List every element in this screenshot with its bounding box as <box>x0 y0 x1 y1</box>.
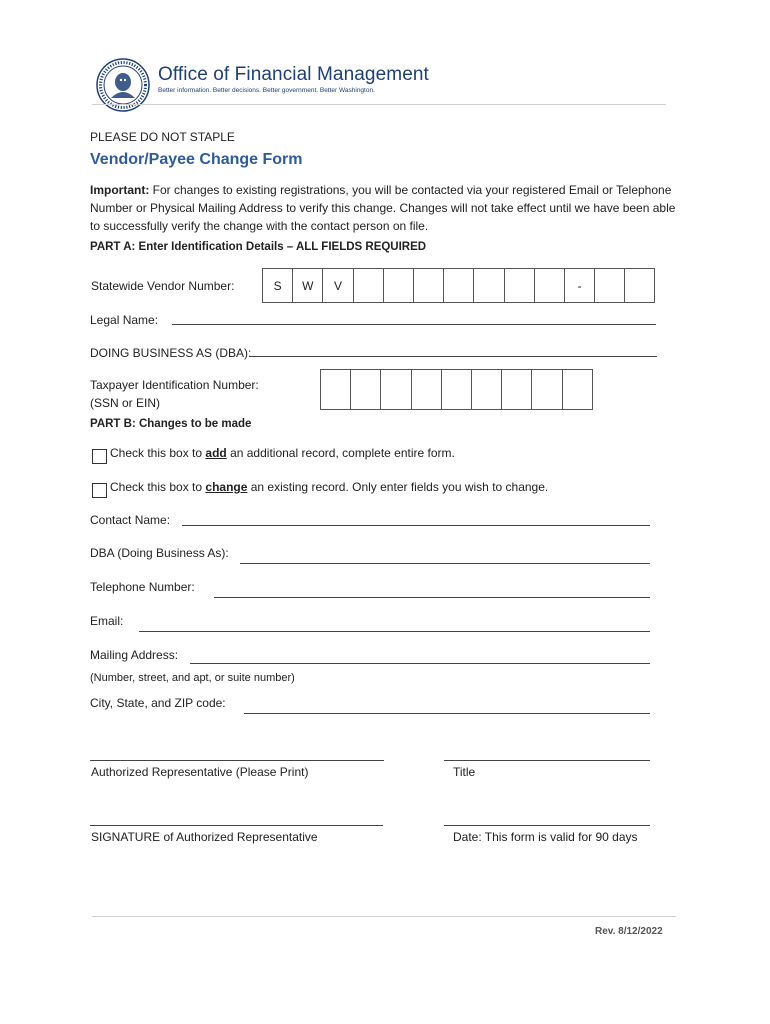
add-record-label <box>110 446 455 460</box>
legal-name-label: Legal Name: <box>90 313 159 327</box>
tin-box[interactable] <box>472 370 502 409</box>
tin-box[interactable] <box>321 370 351 409</box>
signature-label: SIGNATURE of Authorized Representative <box>91 830 318 844</box>
mailing-address-field[interactable] <box>190 663 650 664</box>
tin-box[interactable] <box>442 370 472 409</box>
dba-field[interactable] <box>250 356 657 357</box>
form-title: Vendor/Payee Change Form <box>90 151 303 168</box>
authorized-rep-field[interactable] <box>90 760 384 761</box>
org-tagline: Better information. Better decisions. Better government. Better Washington. <box>158 87 375 94</box>
change-pre-text: Check this box to <box>110 480 206 494</box>
legal-name-field[interactable] <box>172 324 656 325</box>
title-field[interactable] <box>444 760 650 761</box>
vendor-number-box[interactable] <box>625 269 654 302</box>
revision-date: Rev. 8/12/2022 <box>595 926 663 937</box>
vendor-number-box[interactable] <box>444 269 474 302</box>
vendor-number-label: Statewide Vendor Number: <box>91 279 235 293</box>
vendor-number-box[interactable] <box>414 269 444 302</box>
tin-box[interactable] <box>351 370 381 409</box>
title-label: Title <box>453 765 476 779</box>
authorized-rep-label: Authorized Representative (Please Print) <box>91 765 309 779</box>
important-text: For changes to existing registrations, you will be contacted via your registered Email or Telephone Number or Physical Mailing Address to verify this change. Changes will not take effect until we have been able to successfully verify the change with the contact person on file. <box>90 183 676 233</box>
change-record-checkbox[interactable] <box>92 483 107 498</box>
city-state-zip-field[interactable] <box>244 713 650 714</box>
email-field[interactable] <box>139 631 650 632</box>
no-staple-notice: PLEASE DO NOT STAPLE <box>90 130 235 144</box>
vendor-number-boxes[interactable] <box>262 268 655 303</box>
add-post-text: an additional record, complete entire form. <box>226 446 455 460</box>
mailing-address-label: Mailing Address: <box>90 648 179 662</box>
tin-label-line2: (SSN or EIN) <box>90 396 161 410</box>
change-record-label <box>110 480 548 494</box>
tin-boxes[interactable] <box>320 369 593 410</box>
tin-label <box>90 376 259 412</box>
telephone-label: Telephone Number: <box>90 580 195 594</box>
dba-change-field[interactable] <box>240 563 650 564</box>
header-divider <box>92 104 666 105</box>
city-state-zip-label: City, State, and ZIP code: <box>90 696 226 710</box>
vendor-number-box[interactable]: W <box>293 269 323 302</box>
dba-label: DOING BUSINESS AS (DBA): <box>90 346 252 360</box>
change-word: change <box>205 480 248 494</box>
telephone-field[interactable] <box>214 597 650 598</box>
tin-box[interactable] <box>412 370 442 409</box>
part-a-heading: PART A: Enter Identification Details – ALL FIELDS REQUIRED <box>90 241 427 253</box>
add-word: add <box>205 446 227 460</box>
contact-name-field[interactable] <box>182 525 650 526</box>
vendor-number-box[interactable] <box>595 269 625 302</box>
change-post-text: an existing record. Only enter fields you wish to change. <box>247 480 549 494</box>
tin-box[interactable] <box>563 370 592 409</box>
vendor-number-box[interactable] <box>535 269 565 302</box>
vendor-number-box[interactable]: S <box>263 269 293 302</box>
vendor-number-box[interactable]: - <box>565 269 595 302</box>
important-label: Important: <box>90 183 150 197</box>
vendor-number-box[interactable] <box>505 269 535 302</box>
footer-divider <box>92 916 676 917</box>
vendor-number-box[interactable]: V <box>323 269 353 302</box>
date-field[interactable] <box>444 825 650 826</box>
date-label: Date: This form is valid for 90 days <box>453 830 638 844</box>
part-b-heading: PART B: Changes to be made <box>90 418 252 430</box>
important-notice <box>90 181 680 235</box>
add-pre-text: Check this box to <box>110 446 206 460</box>
signature-field[interactable] <box>90 825 383 826</box>
tin-box[interactable] <box>532 370 562 409</box>
email-label: Email: <box>90 614 124 628</box>
org-name: Office of Financial Management <box>158 64 429 85</box>
vendor-number-box[interactable] <box>354 269 384 302</box>
tin-label-line1: Taxpayer Identification Number: <box>90 378 259 392</box>
add-record-checkbox[interactable] <box>92 449 107 464</box>
dba-change-label: DBA (Doing Business As): <box>90 546 229 560</box>
tin-box[interactable] <box>502 370 532 409</box>
contact-name-label: Contact Name: <box>90 513 171 527</box>
vendor-number-box[interactable] <box>384 269 414 302</box>
tin-box[interactable] <box>381 370 411 409</box>
mailing-address-hint: (Number, street, and apt, or suite number) <box>90 672 295 684</box>
vendor-number-box[interactable] <box>474 269 504 302</box>
